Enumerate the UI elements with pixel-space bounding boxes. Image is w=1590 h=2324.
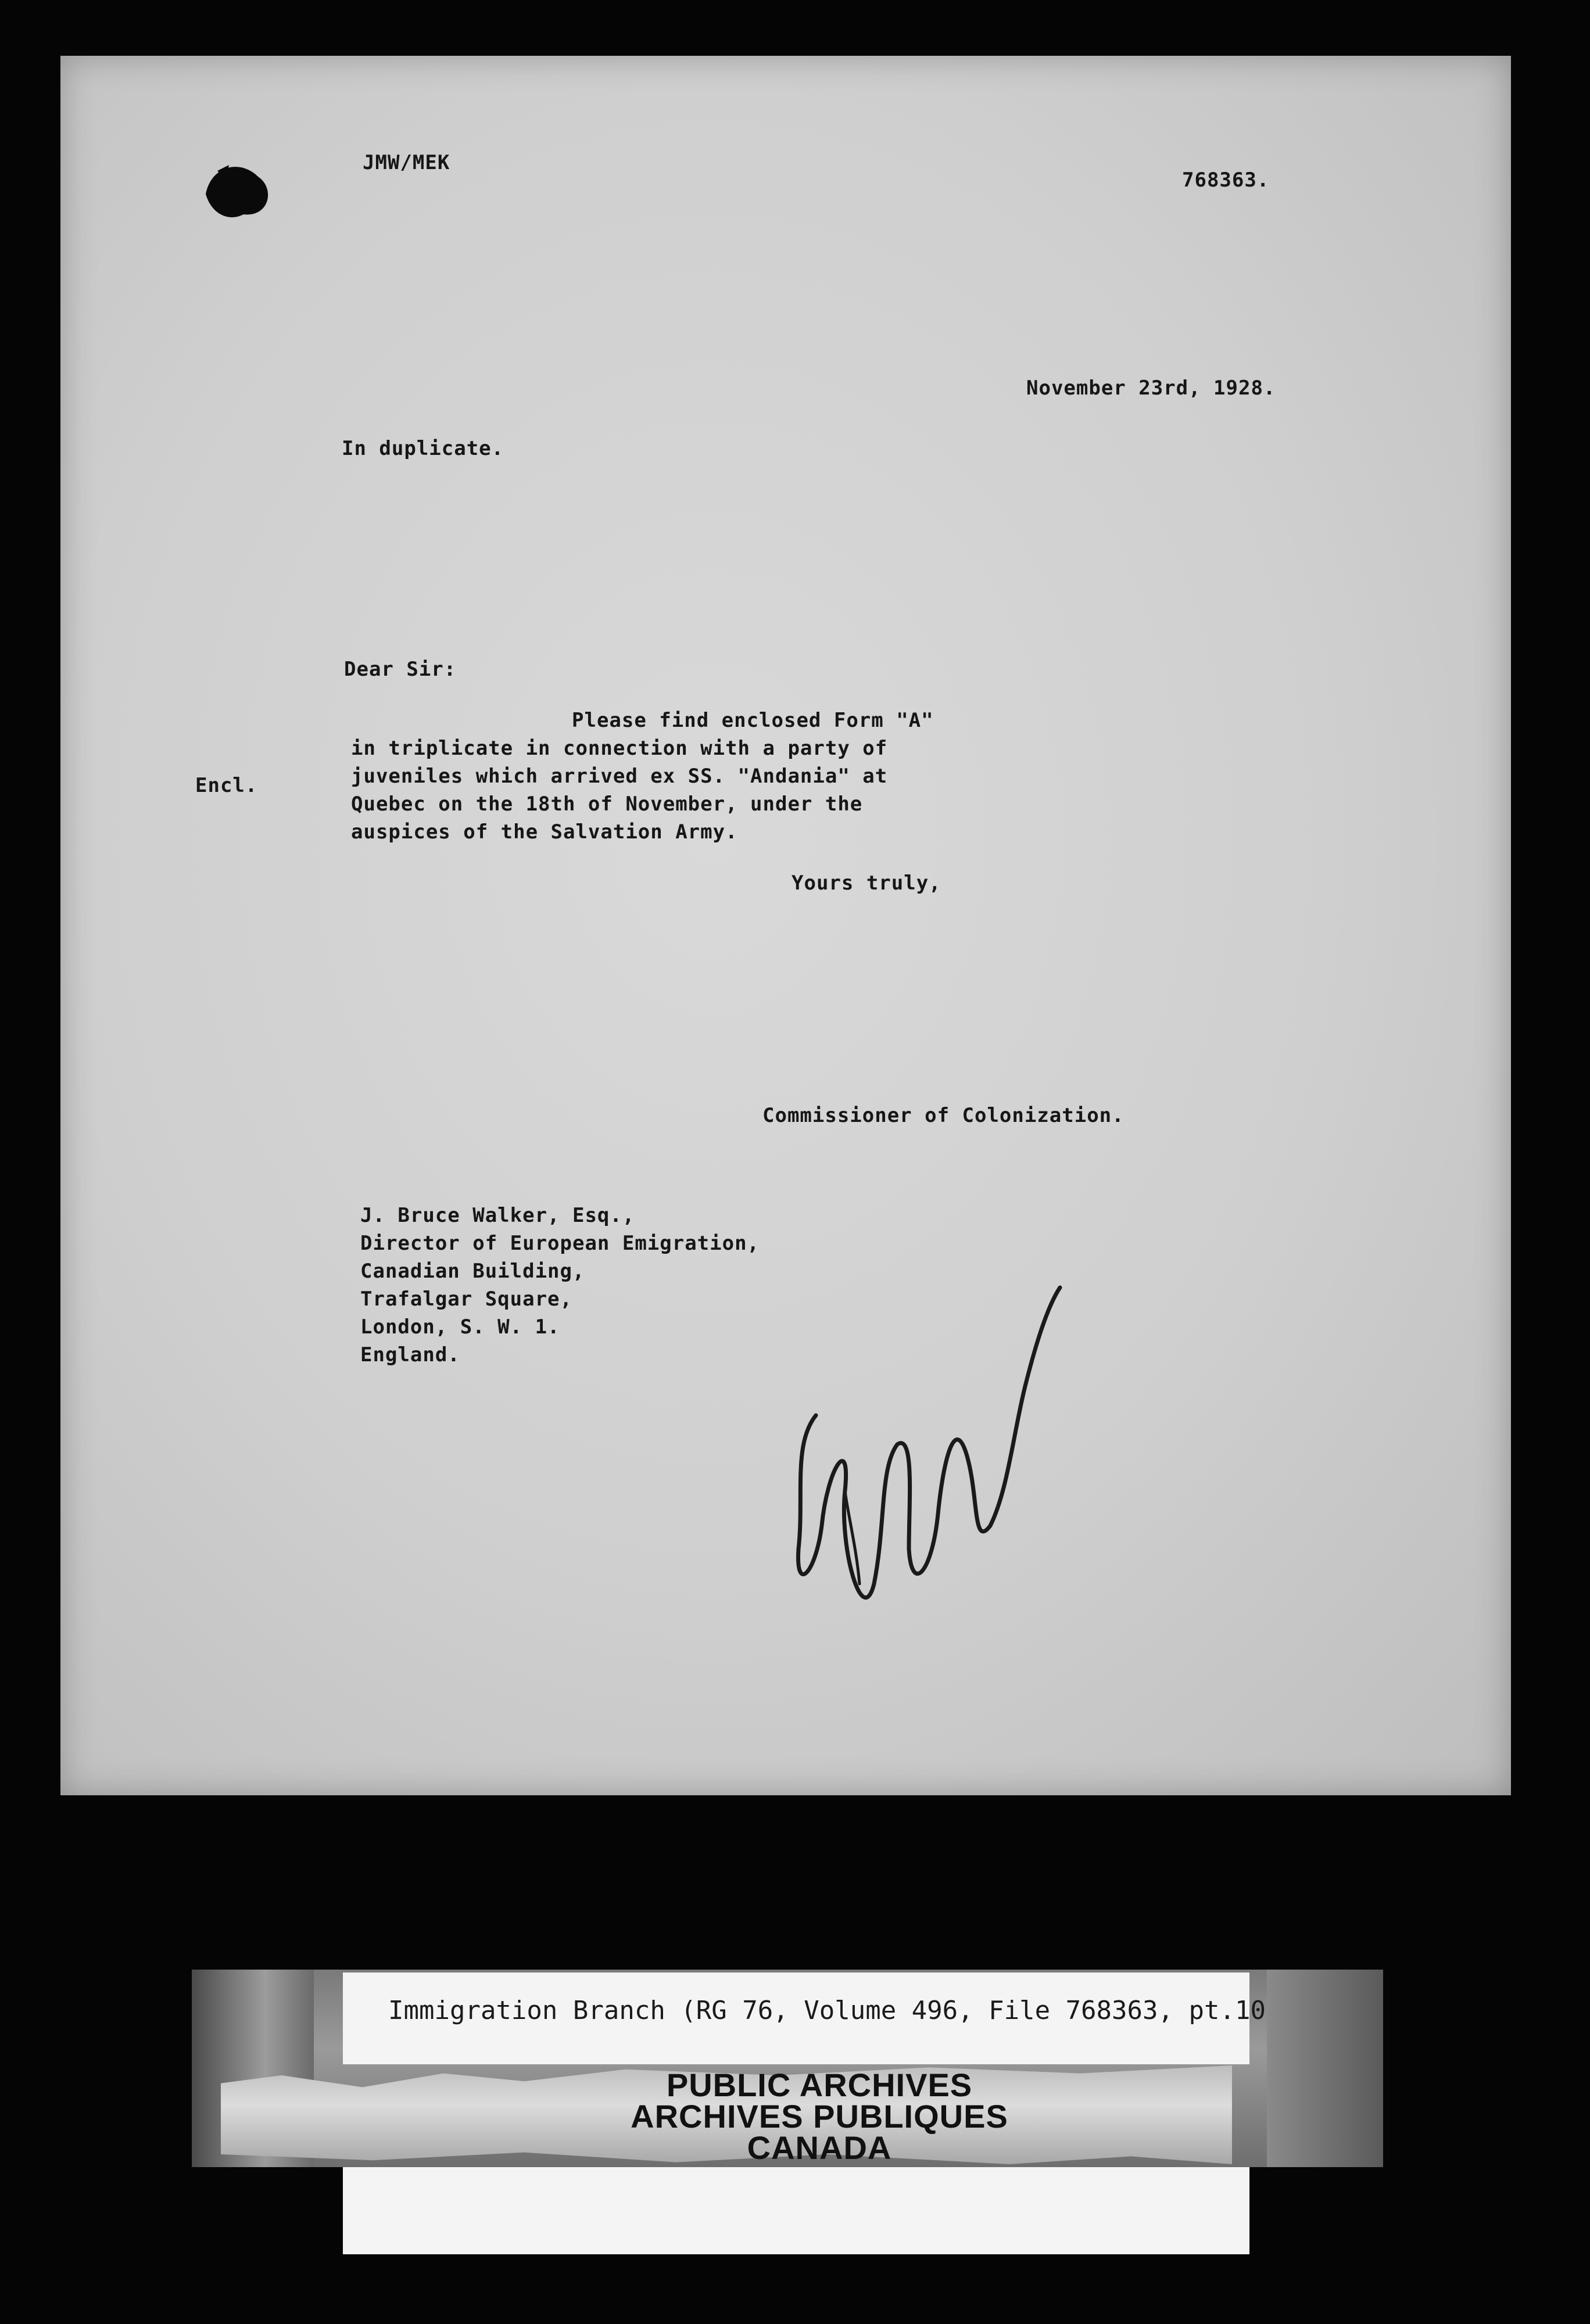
label-tab-right <box>1267 1970 1383 2167</box>
recipient-line: Trafalgar Square, <box>360 1287 572 1311</box>
file-number: 768363. <box>1182 168 1270 192</box>
salutation: Dear Sir: <box>344 658 457 681</box>
signature-title: Commissioner of Colonization. <box>762 1104 1125 1127</box>
recipient-line: J. Bruce Walker, Esq., <box>360 1204 635 1227</box>
body-line: in triplicate in connection with a party of <box>351 737 888 760</box>
letter-date: November 23rd, 1928. <box>1026 376 1276 400</box>
body-line: juveniles which arrived ex SS. "Andania" at <box>351 765 888 788</box>
stamp-line: ARCHIVES PUBLIQUES <box>631 2098 1008 2135</box>
recipient-line: London, S. W. 1. <box>360 1315 560 1339</box>
stamp-line: CANADA <box>747 2129 892 2166</box>
recipient-line: Canadian Building, <box>360 1260 585 1283</box>
punch-hole-mark <box>194 153 281 223</box>
archive-reference-text: Immigration Branch (RG 76, Volume 496, File 768363, pt.10 <box>388 1996 1266 2025</box>
body-line: Quebec on the 18th of November, under the <box>351 792 863 816</box>
body-line: auspices of the Salvation Army. <box>351 820 738 844</box>
body-line: Please find enclosed Form "A" <box>572 709 934 732</box>
enclosure-note: Encl. <box>195 774 258 797</box>
recipient-line: England. <box>360 1343 460 1367</box>
stamp-line: PUBLIC ARCHIVES <box>666 2067 973 2103</box>
recipient-line: Director of European Emigration, <box>360 1232 760 1255</box>
archive-label-lower <box>343 2167 1249 2254</box>
handwritten-initials <box>746 1224 1072 1642</box>
reference-initials: JMW/MEK <box>363 151 450 174</box>
archives-stamp <box>616 2067 1023 2166</box>
letter-sheet <box>60 56 1511 1795</box>
copy-note: In duplicate. <box>342 437 504 460</box>
closing: Yours truly, <box>792 871 941 895</box>
